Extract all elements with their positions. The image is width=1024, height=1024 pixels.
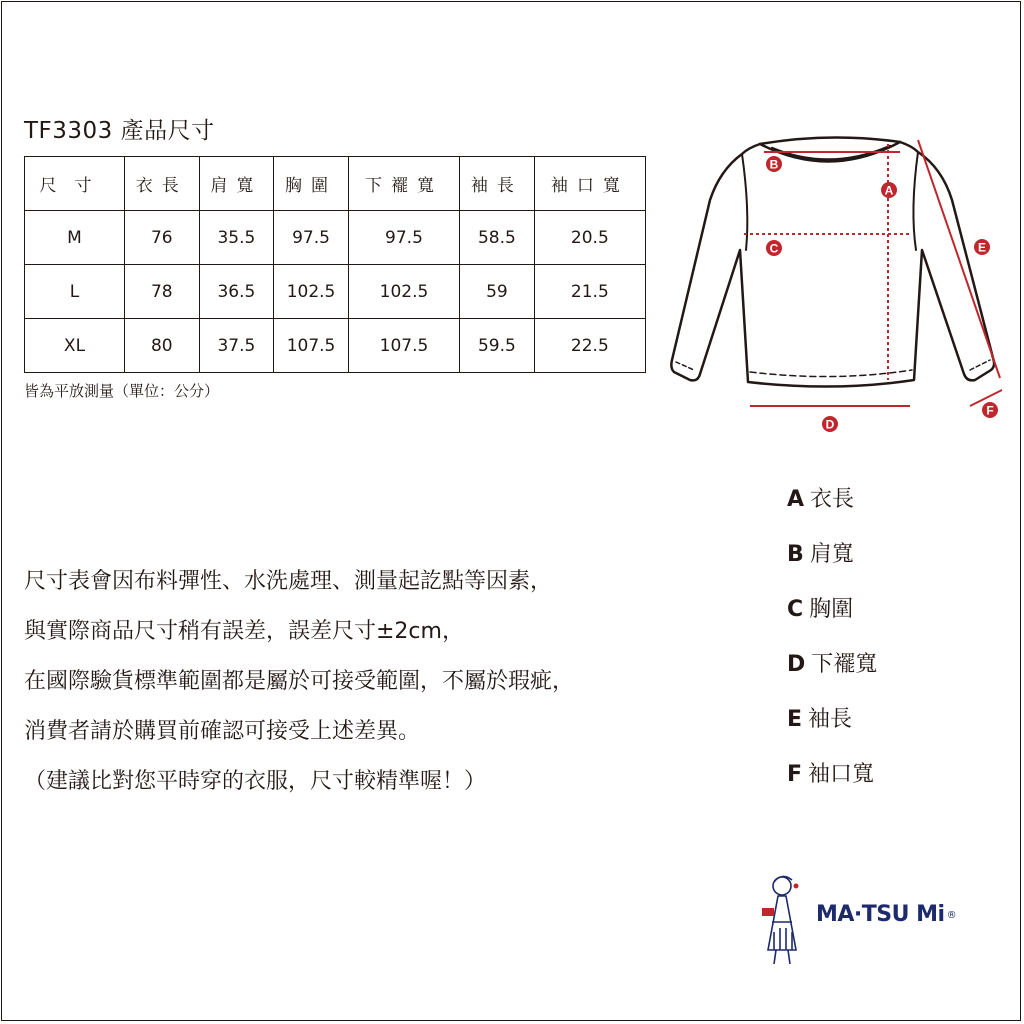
legend-label: 袖長: [808, 707, 853, 732]
marker-f-label: F: [986, 403, 994, 418]
legend-item: [787, 753, 877, 808]
legend-key: B: [787, 542, 804, 567]
table-cell: 97.5: [348, 211, 459, 265]
legend-key: A: [787, 487, 805, 512]
marker-c-label: C: [769, 241, 779, 256]
registered-mark: ®: [946, 909, 957, 921]
table-cell: M: [25, 211, 125, 265]
disclaimer-line: 在國際驗貨標準範圍都是屬於可接受範圍，不屬於瑕疵，: [24, 669, 575, 694]
marker-e-label: E: [977, 240, 987, 255]
marker-d: [822, 416, 838, 432]
brand-logo-text: [816, 902, 956, 927]
table-cell: 107.5: [274, 319, 349, 373]
marker-a-label: A: [884, 183, 894, 198]
table-cell: 78: [124, 265, 199, 319]
measure-lines: [744, 140, 1002, 406]
size-table: [24, 156, 646, 373]
table-cell: 21.5: [534, 265, 645, 319]
size-table-header-row: [25, 157, 646, 211]
legend-item: [787, 588, 877, 643]
disclaimer-paragraph: [24, 557, 574, 807]
table-cell: XL: [25, 319, 125, 373]
marker-a: [881, 182, 897, 198]
legend-label: 下襬寬: [811, 652, 878, 677]
legend-item: [787, 478, 877, 533]
table-cell: 80: [124, 319, 199, 373]
table-row: [25, 319, 646, 373]
header-length: 衣長: [124, 157, 199, 211]
marker-d-label: D: [825, 417, 835, 432]
disclaimer-line: （建議比對您平時穿的衣服，尺寸較精準喔！）: [24, 769, 487, 794]
legend-label: 肩寬: [809, 542, 854, 567]
legend-item: [787, 533, 877, 588]
measure-markers: [766, 156, 998, 432]
marker-e: [974, 239, 990, 255]
table-cell: 20.5: [534, 211, 645, 265]
table-cell: 36.5: [199, 265, 274, 319]
table-cell: L: [25, 265, 125, 319]
page-title: TF3303 產品尺寸: [24, 118, 215, 144]
legend-label: 袖口寬: [808, 762, 875, 787]
table-cell: 102.5: [274, 265, 349, 319]
marker-b: [766, 156, 782, 172]
legend-key: C: [787, 597, 804, 622]
legend-item: [787, 643, 877, 698]
legend-key: D: [787, 652, 806, 677]
header-shoulder: 肩寬: [199, 157, 274, 211]
shirt-diagram: [660, 130, 1010, 440]
table-cell: 37.5: [199, 319, 274, 373]
legend-label: 衣長: [810, 487, 855, 512]
table-cell: 97.5: [274, 211, 349, 265]
shirt-outline: [671, 137, 994, 386]
table-cell: 35.5: [199, 211, 274, 265]
brand-name: MA·TSU Mi: [816, 902, 945, 927]
legend-label: 胸圍: [809, 597, 854, 622]
table-cell: 59: [460, 265, 535, 319]
header-chest: 胸圍: [274, 157, 349, 211]
disclaimer-line: 與實際商品尺寸稍有誤差，誤差尺寸±2cm，: [24, 619, 464, 644]
disclaimer-line: 尺寸表會因布料彈性、水洗處理、測量起訖點等因素，: [24, 569, 553, 594]
header-cuff: 袖口寬: [534, 157, 645, 211]
marker-b-label: B: [769, 157, 779, 172]
measurement-note: 皆為平放測量（單位：公分）: [24, 382, 220, 400]
disclaimer-line: 消費者請於購買前確認可接受上述差異。: [24, 719, 421, 744]
measurement-legend: [787, 478, 877, 808]
legend-key: E: [787, 707, 803, 732]
legend-item: [787, 698, 877, 753]
table-row: [25, 211, 646, 265]
table-cell: 22.5: [534, 319, 645, 373]
measure-line-e: [918, 140, 1000, 378]
marker-c: [766, 240, 782, 256]
table-cell: 59.5: [460, 319, 535, 373]
header-size: 尺寸: [25, 157, 125, 211]
table-cell: 107.5: [348, 319, 459, 373]
header-hem: 下襬寬: [348, 157, 459, 211]
table-row: [25, 265, 646, 319]
header-sleeve: 袖長: [460, 157, 535, 211]
legend-key: F: [787, 762, 803, 787]
table-cell: 76: [124, 211, 199, 265]
marker-f: [982, 402, 998, 418]
table-cell: 58.5: [460, 211, 535, 265]
table-cell: 102.5: [348, 265, 459, 319]
